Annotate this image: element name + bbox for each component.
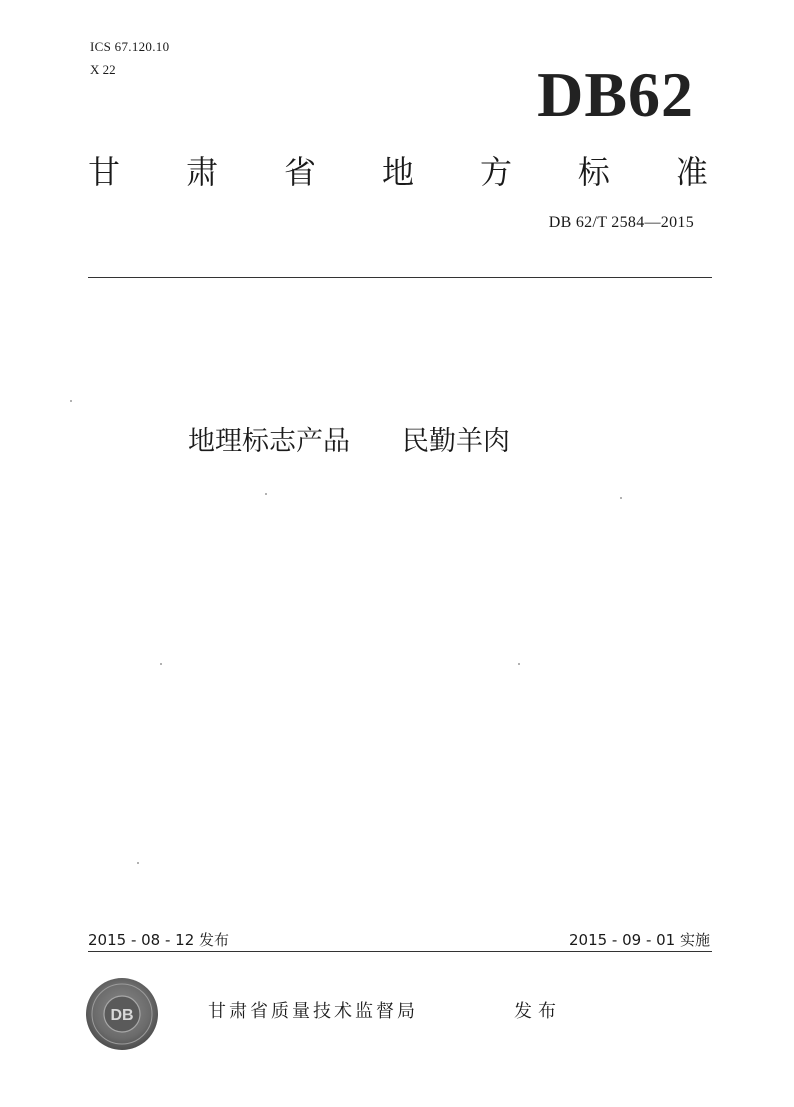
standard-type-char: 方 bbox=[479, 153, 512, 191]
scan-speck bbox=[70, 400, 72, 402]
classification-code: X 22 bbox=[90, 62, 116, 77]
standard-type-char: 地 bbox=[381, 153, 414, 191]
standard-type-char: 肃 bbox=[185, 153, 218, 191]
standard-type-char: 标 bbox=[577, 153, 610, 191]
db-code: DB62 bbox=[537, 59, 694, 130]
issue-date: 2015 - 08 - 12 发布 bbox=[88, 931, 230, 949]
scan-speck bbox=[620, 497, 622, 499]
scan-speck bbox=[137, 862, 139, 864]
standard-type bbox=[88, 150, 708, 194]
standard-type-char: 甘 bbox=[88, 153, 121, 191]
scan-speck bbox=[265, 493, 267, 495]
standard-number: DB 62/T 2584—2015 bbox=[548, 214, 694, 231]
gansu-db-seal-icon bbox=[84, 976, 160, 1052]
scan-speck bbox=[160, 663, 162, 665]
ics-code: ICS 67.120.10 bbox=[90, 39, 170, 54]
document-title bbox=[188, 422, 510, 462]
title-part1: 地理标志产品 bbox=[188, 426, 350, 457]
issuer-name: 甘肃省质量技术监督局 bbox=[208, 1001, 418, 1022]
seal-text: DB bbox=[110, 1007, 134, 1024]
effective-date: 2015 - 09 - 01 实施 bbox=[568, 931, 710, 949]
scan-speck bbox=[518, 663, 520, 665]
title-part2: 民勤羊肉 bbox=[402, 426, 510, 457]
standard-type-char: 准 bbox=[675, 153, 708, 191]
bottom-divider bbox=[88, 951, 712, 952]
standard-type-char: 省 bbox=[283, 153, 316, 191]
issuer-action: 发布 bbox=[514, 1001, 562, 1022]
top-divider bbox=[88, 277, 712, 278]
